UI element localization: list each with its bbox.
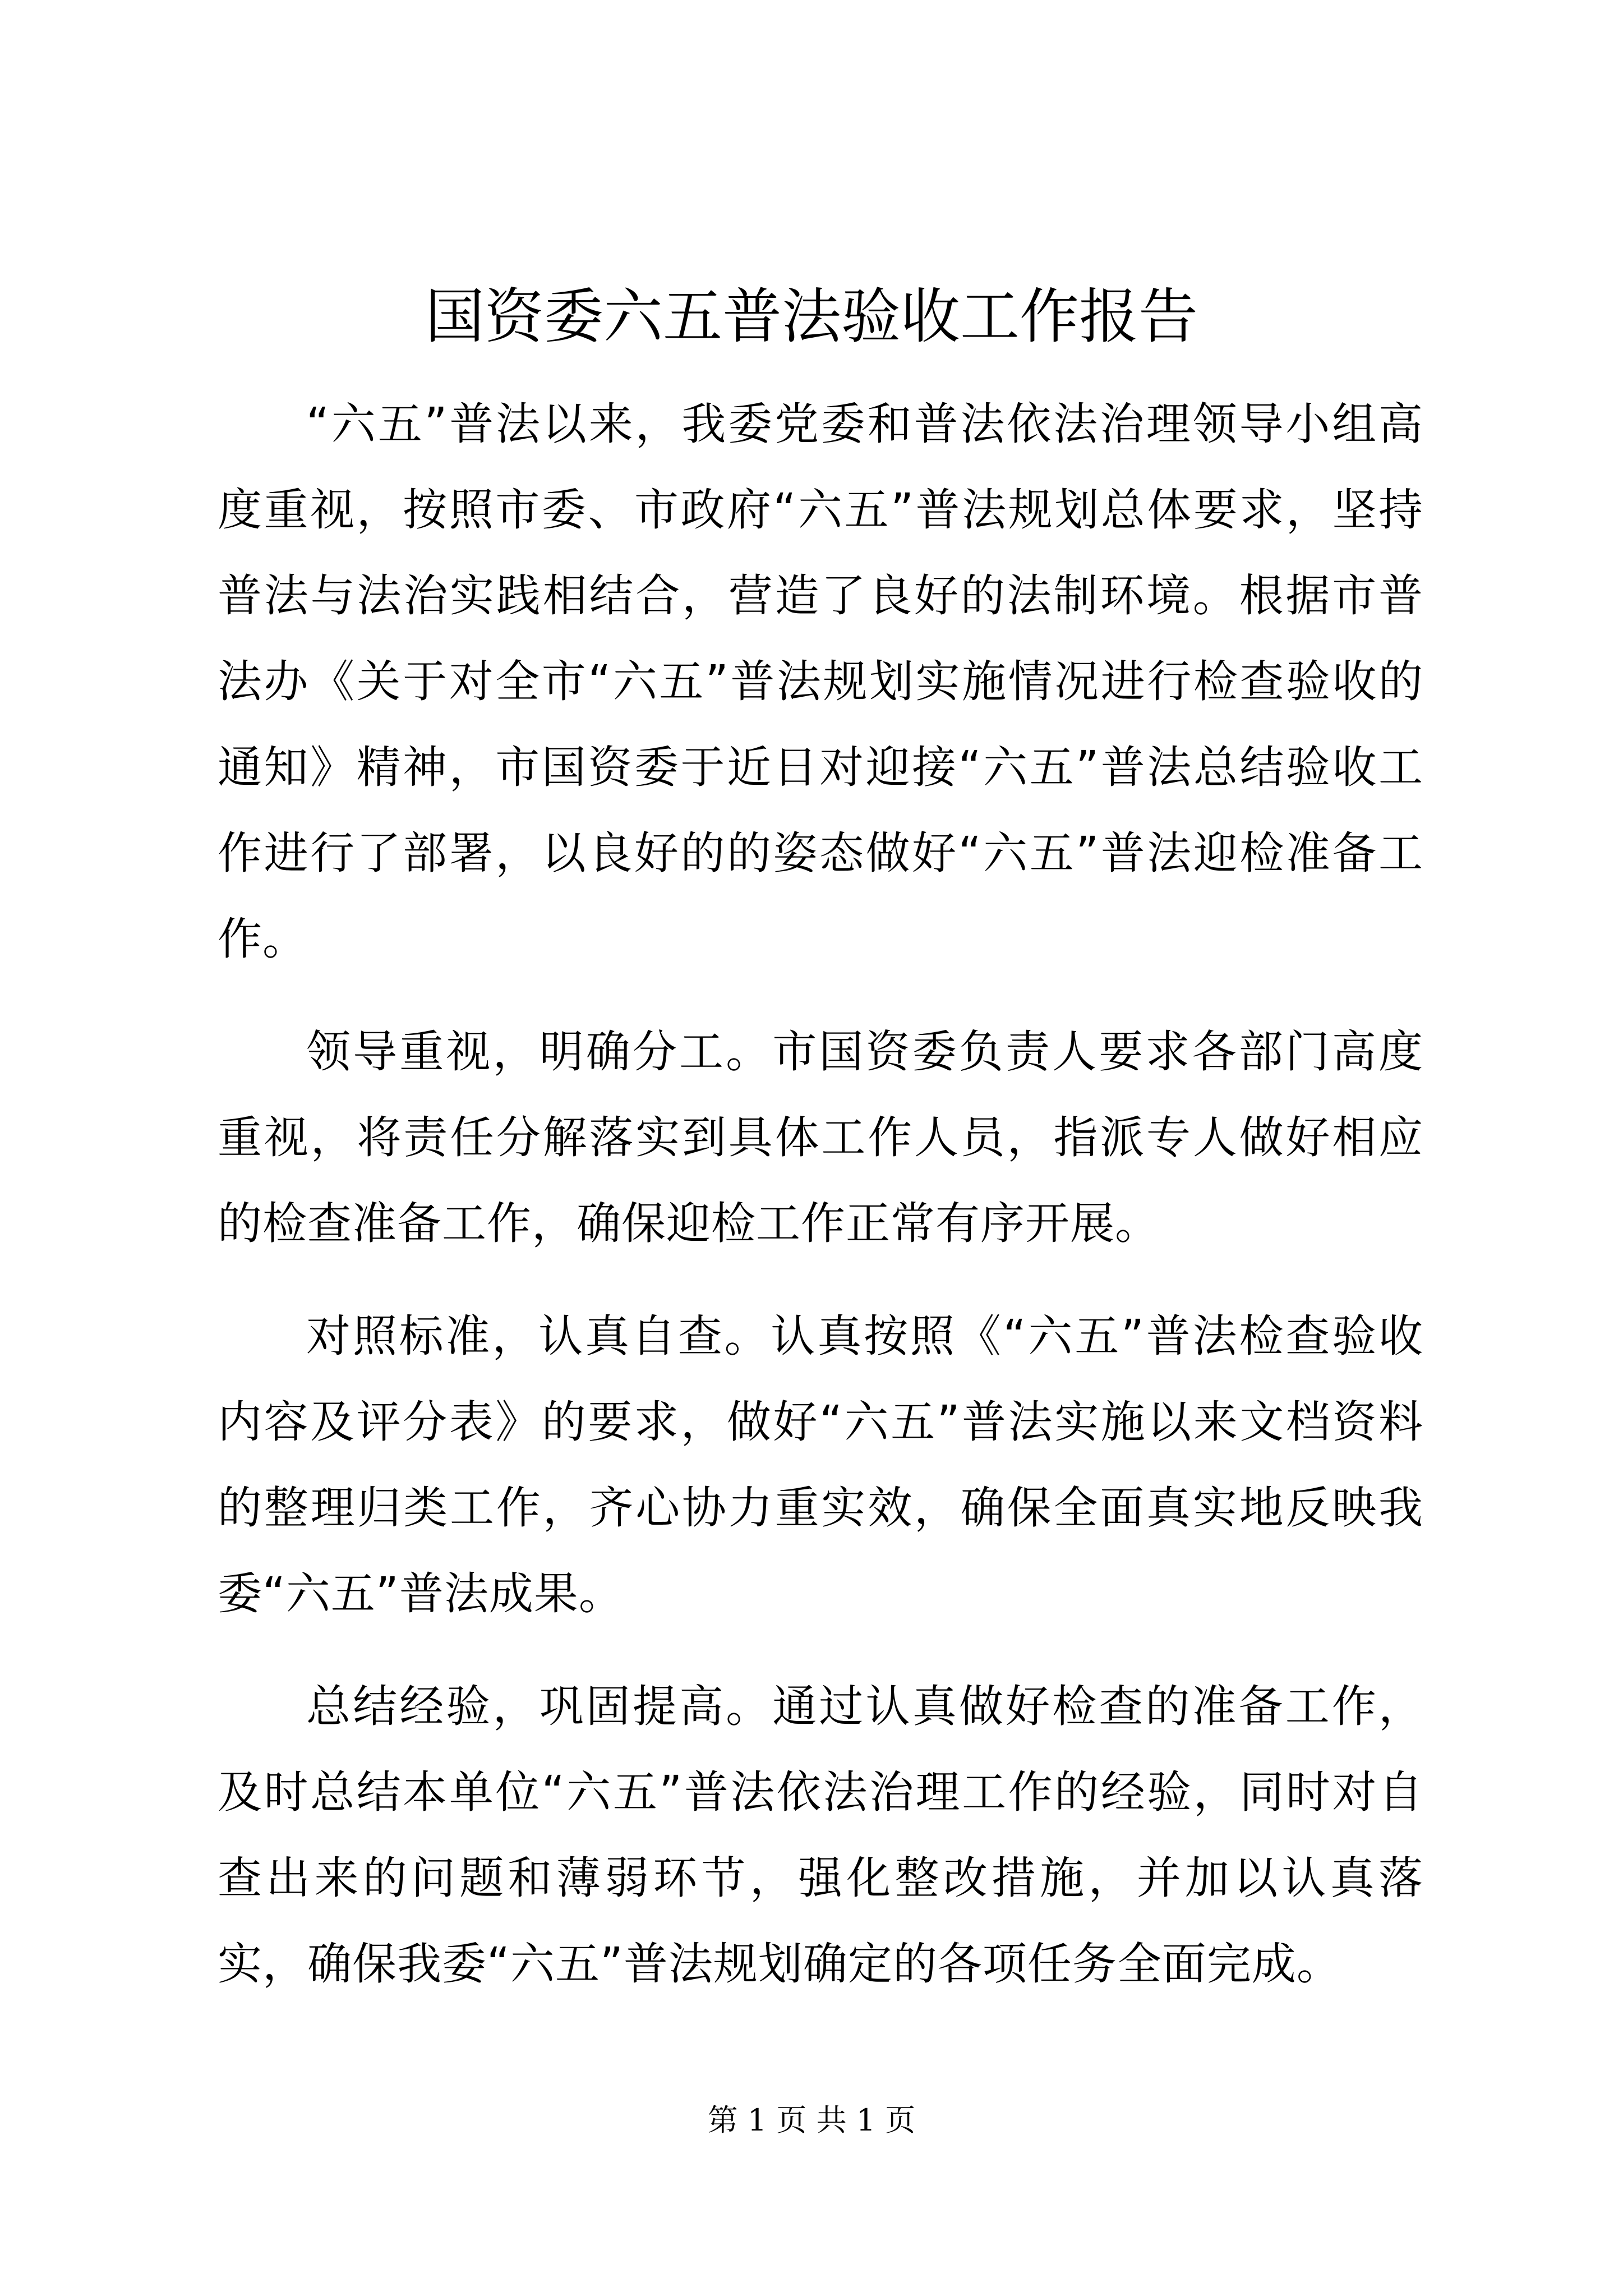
document-title: 国资委六五普法验收工作报告 <box>425 282 1198 351</box>
paragraph-intro: “六五”普法以来，我委党委和普法依法治理领导小组高度重视，按照市委、市政府“六五”普法规划总体要求，坚持普法与法治实践相结合，营造了良好的法制环境。根据市普法办《关于对全市“六五”普法规划实施情况进行检查验收的通知》精神，市国资委于近日对迎接“六五”普法总结验收工作进行了部署，以良好的的姿态做好“六五”普法迎检准备工作。 <box>218 398 1423 965</box>
page-number-footer: 第 1 页 共 1 页 <box>707 2102 916 2138</box>
document-body <box>218 381 1423 2034</box>
paragraph-self-inspection: 对照标准，认真自查。认真按照《“六五”普法检查验收内容及评分表》的要求，做好“六五”普法实施以来文档资料的整理归类工作，齐心协力重实效，确保全面真实地反映我委“六五”普法成果。 <box>218 1310 1423 1619</box>
paragraph-summary: 总结经验，巩固提高。通过认真做好检查的准备工作，及时总结本单位“六五”普法依法治理工作的经验，同时对自查出来的问题和薄弱环节，强化整改措施，并加以认真落实，确保我委“六五”普法规划确定的各项任务全面完成。 <box>218 1681 1423 1990</box>
paragraph-leadership: 领导重视，明确分工。市国资委负责人要求各部门高度重视，将责任分解落实到具体工作人员，指派专人做好相应的检查准备工作，确保迎检工作正常有序开展。 <box>218 1026 1423 1249</box>
